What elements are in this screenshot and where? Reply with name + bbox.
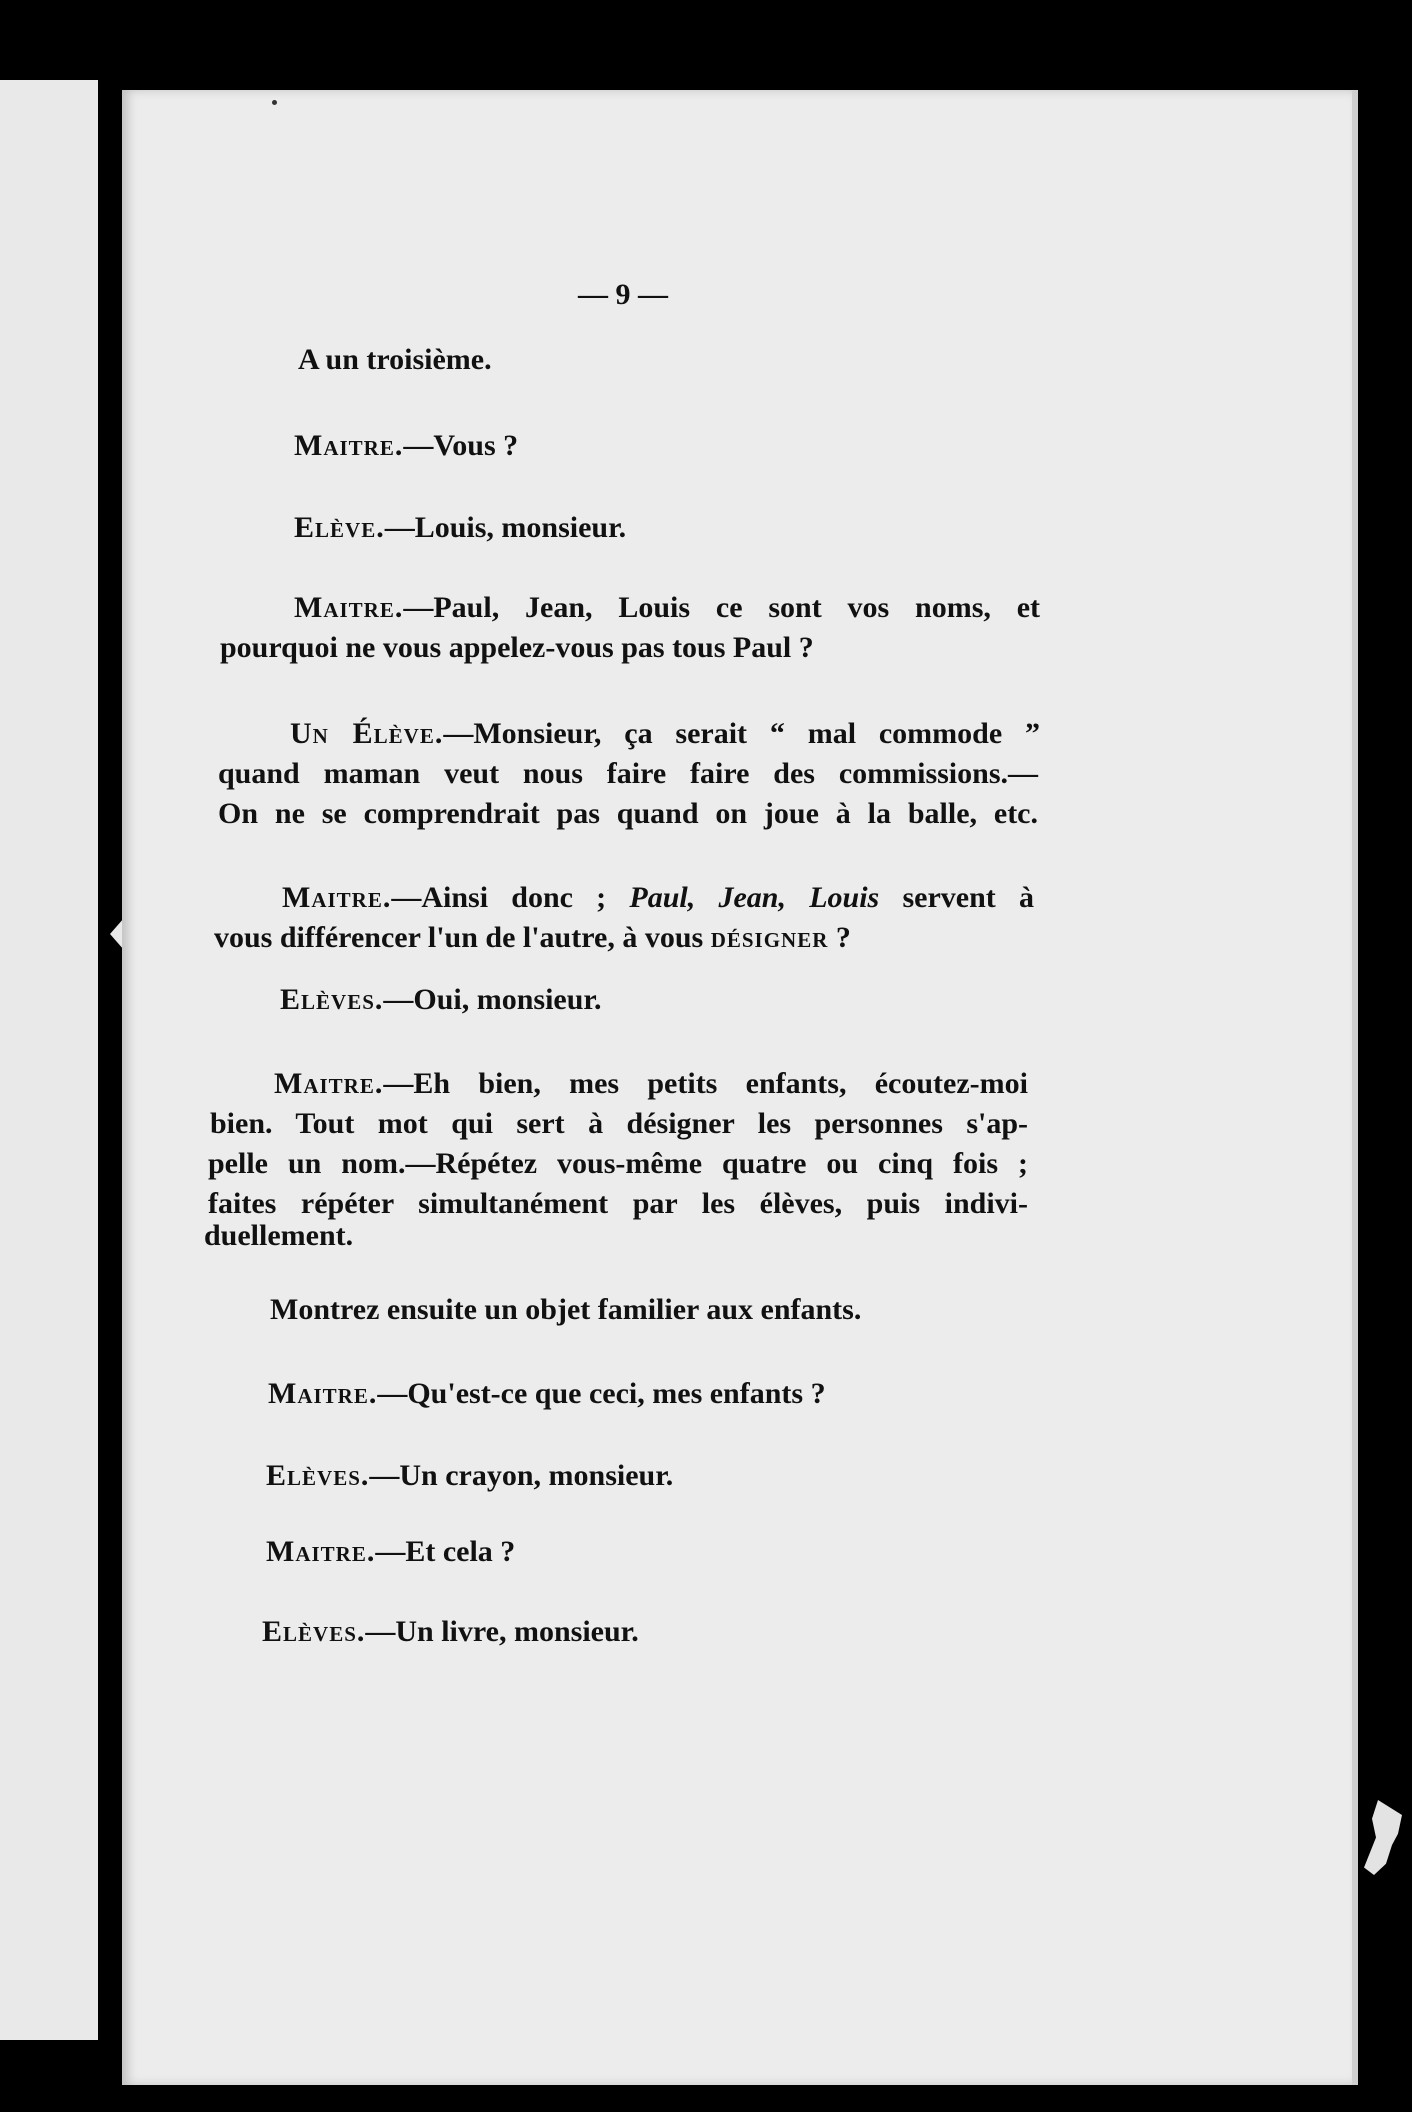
page-number: — 9 — bbox=[578, 278, 668, 311]
dialogue-text: —Qu'est-ce que ceci, mes enfants ? bbox=[377, 1377, 826, 1410]
dialogue-text: —Louis, monsieur. bbox=[384, 511, 627, 544]
dialogue-line-4 bbox=[294, 588, 1040, 627]
dialogue-line-11 bbox=[266, 1456, 673, 1495]
dialogue-line-5 bbox=[290, 714, 1040, 753]
speaker-label: Elèves. bbox=[266, 1459, 370, 1492]
dialogue-text: vous différencer l'un de l'autre, à vous bbox=[214, 921, 711, 954]
speaker-label: Elève. bbox=[294, 511, 385, 544]
page-right-edge bbox=[1352, 90, 1358, 2085]
dialogue-line-4-cont: pourquoi ne vous appelez-vous pas tous Paul ? bbox=[220, 631, 814, 664]
speaker-label: Un Élève. bbox=[290, 717, 444, 750]
facing-page-edge bbox=[0, 80, 98, 2040]
dialogue-text: —Ainsi donc ; bbox=[391, 881, 630, 914]
speaker-label: Maitre. bbox=[282, 881, 392, 914]
dialogue-line-5-cont-1: quand maman veut nous faire faire des commissions.— bbox=[218, 757, 1038, 790]
speaker-label: Maitre. bbox=[294, 429, 404, 462]
dialogue-text: ? bbox=[828, 921, 851, 954]
dialogue-line-2 bbox=[294, 426, 518, 465]
dialogue-line-12 bbox=[266, 1532, 515, 1571]
dialogue-line-8-cont-2: pelle un nom.—Répétez vous-même quatre ou cinq fois ; bbox=[208, 1147, 1028, 1180]
speaker-label: Elèves. bbox=[280, 983, 384, 1016]
speaker-label: Maitre. bbox=[294, 591, 404, 624]
dialogue-text: —Monsieur, ça serait “ mal commode ” bbox=[443, 717, 1040, 750]
dialogue-text: servent à bbox=[879, 881, 1034, 914]
dialogue-text: —Un livre, monsieur. bbox=[365, 1615, 639, 1648]
dialogue-text: —Oui, monsieur. bbox=[383, 983, 602, 1016]
dialogue-text: —Vous ? bbox=[403, 429, 519, 462]
dialogue-line-10 bbox=[268, 1374, 826, 1413]
dialogue-text-italic: Paul, Jean, Louis bbox=[629, 881, 880, 914]
speaker-label: Maitre. bbox=[274, 1067, 384, 1100]
dialogue-line-6 bbox=[282, 878, 1034, 917]
dialogue-line-8 bbox=[274, 1064, 1028, 1103]
dialogue-line-8-cont-4: duellement. bbox=[204, 1219, 354, 1252]
speaker-label: Elèves. bbox=[262, 1615, 366, 1648]
dialogue-line-8-cont-1: bien. Tout mot qui sert à désigner les personnes s'ap- bbox=[210, 1107, 1028, 1140]
dialogue-text: —Un crayon, monsieur. bbox=[369, 1459, 674, 1492]
dialogue-line-8-cont-3: faites répéter simultanément par les élèves, puis indivi- bbox=[208, 1187, 1028, 1220]
instruction-line-9: Montrez ensuite un objet familier aux enfants. bbox=[270, 1293, 862, 1326]
dialogue-text: —Eh bien, mes petits enfants, écoutez-moi bbox=[383, 1067, 1028, 1100]
dialogue-line-7 bbox=[280, 980, 601, 1019]
dialogue-line-3 bbox=[294, 508, 626, 547]
dialogue-line-5-cont-2: On ne se comprendrait pas quand on joue à la balle, etc. bbox=[218, 797, 1038, 830]
dialogue-text: —Paul, Jean, Louis ce sont vos noms, et bbox=[403, 591, 1040, 624]
text-line-1: A un troisième. bbox=[298, 343, 492, 376]
dialogue-line-13 bbox=[262, 1612, 639, 1651]
dialogue-line-6-cont bbox=[214, 918, 851, 957]
speck-mark bbox=[272, 100, 277, 105]
dialogue-text: —Et cela ? bbox=[375, 1535, 516, 1568]
speaker-label: Maitre. bbox=[268, 1377, 378, 1410]
dialogue-text-smallcaps: désigner bbox=[710, 921, 829, 954]
paper-damage-mark bbox=[1362, 1800, 1402, 1875]
speaker-label: Maitre. bbox=[266, 1535, 376, 1568]
